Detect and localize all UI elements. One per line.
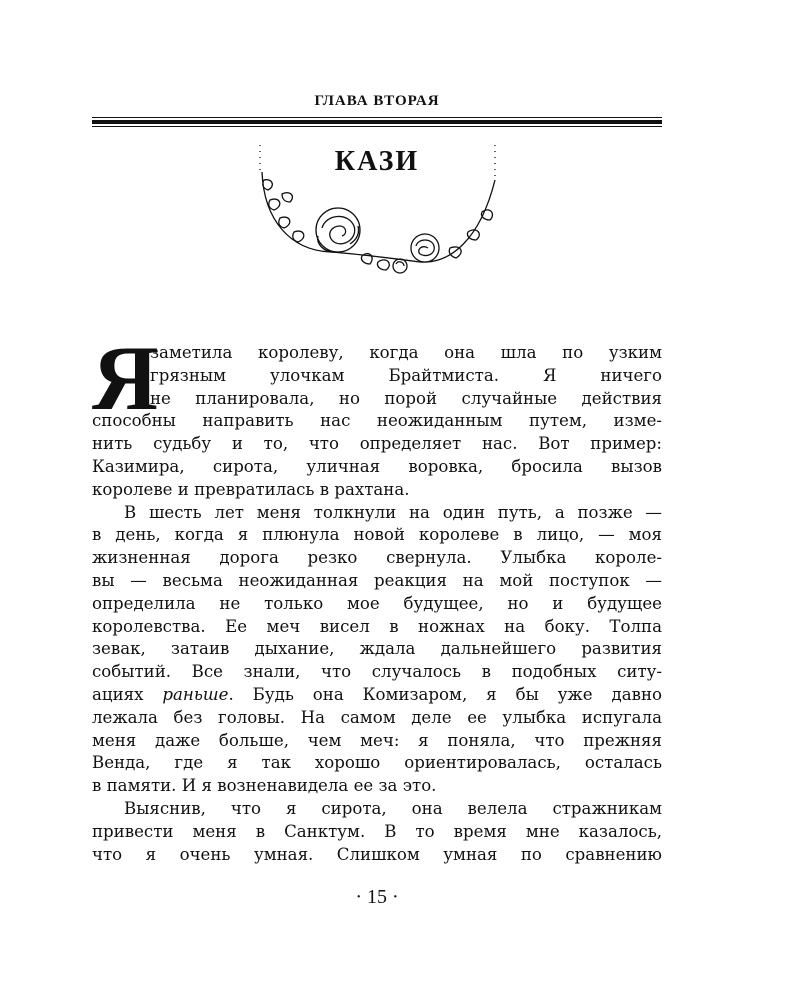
text-line: В шесть лет меня толкнули на один путь, а позже — bbox=[124, 502, 662, 522]
text-line: Казимира, сирота, уличная воровка, бросила вызов bbox=[92, 456, 662, 476]
text-line: в день, когда я плюнула новой королеве в лицо, — моя bbox=[92, 525, 662, 545]
page-number: · 15 · bbox=[355, 886, 399, 908]
text-line: определила не только мое будущее, но и будущее bbox=[92, 593, 662, 613]
italic-word: раньше bbox=[162, 684, 229, 704]
running-head: ГЛАВА ВТОРАЯ bbox=[314, 93, 440, 109]
text-line: грязным улочкам Брайтмиста. Я ничего bbox=[150, 365, 662, 385]
text-segment: ациях bbox=[92, 684, 163, 704]
text-segment: . Будь она Комизаром, я бы уже давно bbox=[228, 684, 663, 704]
text-line: меня даже больше, чем меч: я поняла, что прежняя bbox=[92, 730, 662, 750]
text-line: Венда, где я так хорошо ориентировалась, осталась bbox=[92, 753, 662, 773]
header-rule-bottom bbox=[92, 126, 662, 127]
text-line: нить судьбу и то, что определяет нас. Вот пример: bbox=[92, 434, 662, 454]
text-line: королевства. Ее меч висел в ножнах на боку. Толпа bbox=[92, 616, 662, 636]
header-rule-thick bbox=[92, 120, 662, 124]
text-line: лежала без головы. На самом деле ее улыбка испугала bbox=[92, 707, 662, 727]
text-line: в памяти. И я возненавидела ее за это. bbox=[92, 776, 437, 796]
text-line: зевак, затаив дыхание, ждала дальнейшего развития bbox=[92, 639, 662, 659]
text-line: не планировала, но порой случайные действия bbox=[150, 388, 662, 408]
text-line: жизненная дорога резко свернула. Улыбка короле- bbox=[92, 548, 662, 568]
body-text bbox=[92, 342, 662, 866]
text-line: королеве и превратилась в рахтана. bbox=[92, 479, 410, 499]
text-line-italic bbox=[92, 684, 662, 707]
text-line: заметила королеву, когда она шла по узким bbox=[150, 343, 662, 362]
text-line: Выяснив, что я сирота, она велела стражникам bbox=[124, 798, 662, 818]
text-line: способны направить нас неожиданным путем, изме- bbox=[92, 411, 662, 431]
chapter-title: КАЗИ bbox=[334, 146, 420, 177]
text-line: что я очень умная. Слишком умная по сравнению bbox=[92, 844, 662, 864]
text-line: привести меня в Санктум. В то время мне казалось, bbox=[92, 821, 662, 841]
header-rule-top bbox=[92, 117, 662, 118]
text-line: вы — весьма неожиданная реакция на мой поступок — bbox=[92, 570, 662, 590]
text-line: событий. Все знали, что случалось в подобных ситу- bbox=[92, 662, 662, 682]
drop-cap: Я bbox=[92, 327, 159, 429]
